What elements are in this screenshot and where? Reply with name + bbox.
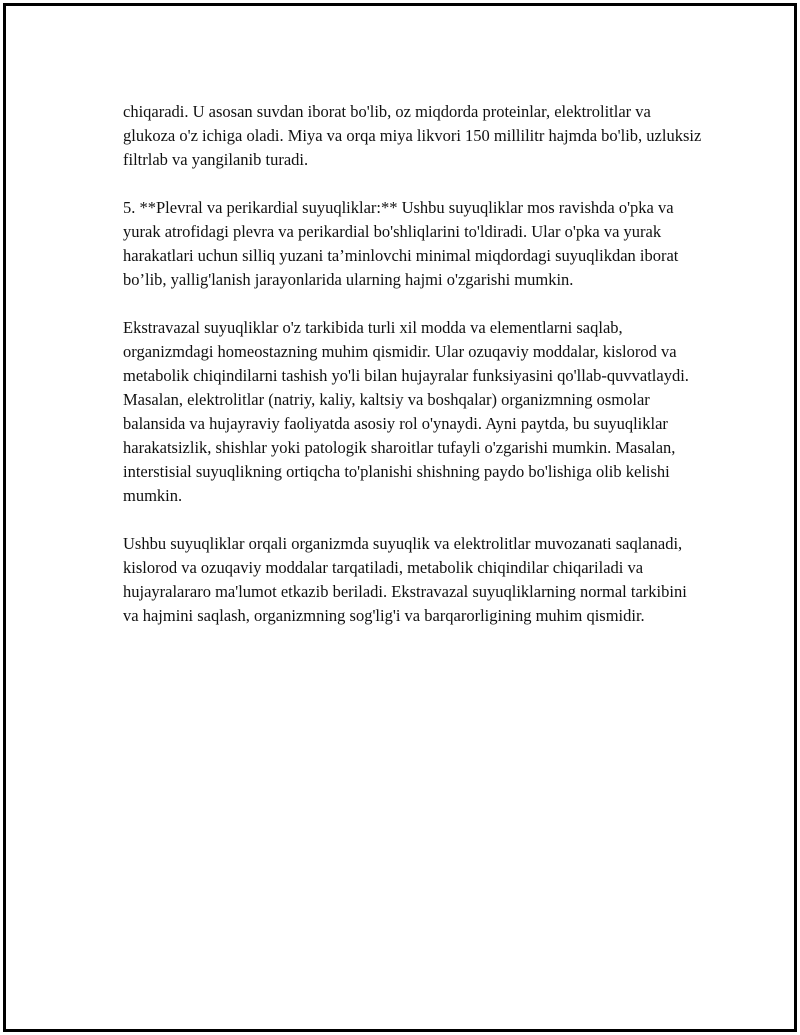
document-body	[123, 100, 703, 652]
paragraph-extravasal-homeostasis: Ekstravazal suyuqliklar o'z tarkibida turli xil modda va elementlarni saqlab, organizmdagi homeostazning muhim qismidir. Ular ozuqaviy moddalar, kislorod va metabolik chiqindilarni tashish yo'li bilan hujayralar funksiyasini qo'llab-quvvatlaydi. Masalan, elektrolitlar (natriy, kaliy, kaltsiy va boshqalar) organizmning osmolar balansida va hujayraviy faoliyatda asosiy rol o'ynaydi. Ayni paytda, bu suyuqliklar harakatsizlik, shishlar yoki patologik sharoitlar tufayli o'zgarishi mumkin. Masalan, interstisial suyuqlikning ortiqcha to'planishi shishning paydo bo'lishiga olib kelishi mumkin.	[123, 318, 689, 505]
paragraph-pleural-pericardial: 5. **Plevral va perikardial suyuqliklar:** Ushbu suyuqliklar mos ravishda o'pka va yurak atrofidagi plevra va perikardial bo'shliqlarini to'ldiradi. Ular o'pka va yurak harakatlari uchun silliq yuzani ta’minlovchi minimal miqdordagi suyuqlikdan iborat bo’lib, yallig'lanish jarayonlarida ularning hajmi o'zgarishi mumkin.	[123, 198, 679, 289]
page-frame	[3, 3, 797, 1032]
paragraph-conclusion: Ushbu suyuqliklar orqali organizmda suyuqlik va elektrolitlar muvozanati saqlanadi, kislorod va ozuqaviy moddalar tarqatiladi, metabolik chiqindilar chiqariladi va hujayralararo ma'lumot etkazib beriladi. Ekstravazal suyuqliklarning normal tarkibini va hajmini saqlash, organizmning sog'lig'i va barqarorligining muhim qismidir.	[123, 534, 687, 625]
paragraph-csf-continuation: chiqaradi. U asosan suvdan iborat bo'lib, oz miqdorda proteinlar, elektrolitlar va glukoza o'z ichiga oladi. Miya va orqa miya likvori 150 millilitr hajmda bo'lib, uzluksiz filtrlab va yangilanib turadi.	[123, 102, 702, 169]
